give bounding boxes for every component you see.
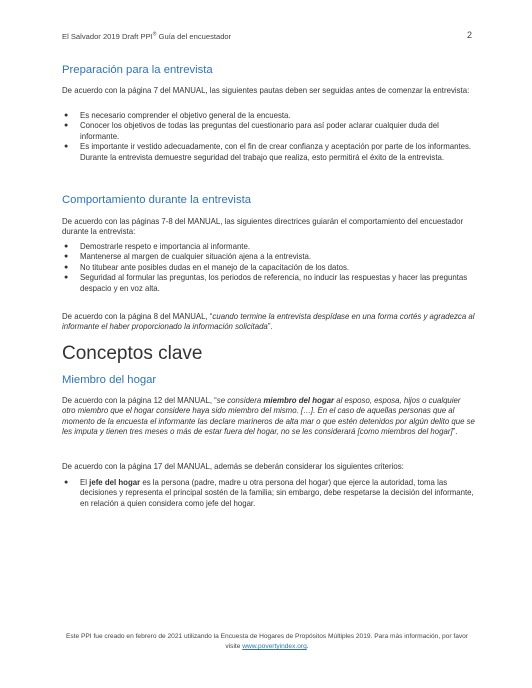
comportamiento-closing: De acuerdo con la página 8 del MANUAL, “cuando termine la entrevista despídase en una forma cortés y agradezca al informante el haber proporcionado la información solicitada”.	[62, 312, 475, 332]
page-footer: Este PPI fue creado en febrero de 2021 utilizando la Encuesta de Hogares de Propósitos Múltiples 2019. Para más información, por favor visite www.povertyindex.org.	[65, 633, 469, 650]
bullet-icon: ●	[64, 243, 69, 250]
heading-preparacion: Preparación para la entrevista	[62, 64, 213, 76]
list-item: ● No titubear ante posibles dudas en el manejo de la capacitación de los datos.	[64, 262, 350, 272]
criterios-intro: De acuerdo con la página 17 del MANUAL, además se deberán considerar los siguientes criterios:	[62, 462, 404, 471]
list-item: ● Es importante ir vestido adecuadamente, con el fin de crear confianza y aceptación por parte de los informantes. Durante la entrevista demuestre seguridad del trabajo que realiza, esto permitirá el éxito de la entrevista.	[64, 142, 472, 162]
list-item: ● El jefe del hogar es la persona (padre, madre u otra persona del hogar) que ejerce la autoridad, toma las decisiones y representa el principal sostén de la familia; sin embargo, debe respetarse la decisión del informante, en relación a quien considera como jefe del hogar.	[64, 478, 474, 508]
heading-miembro-hogar: Miembro del hogar	[62, 374, 157, 386]
header-title: El Salvador 2019 Draft PPI® Guía del encuestador	[62, 31, 232, 41]
preparacion-list	[62, 111, 476, 163]
list-item: ● Demostrarle respeto e importancia al informante.	[64, 242, 251, 251]
list-item: ● Seguridad al formular las preguntas, los periodos de referencia, no inducir las respuestas y hacer las preguntas despacio y en voz alta.	[64, 273, 468, 293]
bullet-icon: ●	[64, 112, 69, 119]
bullet-icon: ●	[64, 274, 69, 282]
list-item: ● Es necesario comprender el objetivo general de la encuesta.	[64, 111, 291, 120]
list-item: ● Mantenerse al margen de cualquier situación ajena a la entrevista.	[64, 252, 312, 262]
bullet-icon: ●	[64, 263, 69, 271]
bullet-icon: ●	[64, 253, 69, 261]
heading-conceptos-clave: Conceptos clave	[62, 343, 203, 364]
comportamiento-intro: De acuerdo con las páginas 7-8 del MANUAL, las siguientes directrices guiarán el comportamiento del encuestador durante la entrevista:	[62, 217, 464, 237]
bullet-icon: ●	[64, 122, 69, 130]
miembro-hogar-definition: De acuerdo con la página 12 del MANUAL, “se considera miembro del hogar al esposo, esposa, hijos o cualquier otro miembro que el hogar considere haya sido miembro del mismo. […]. En el caso de aquellas personas que al momento de la encuesta el informante las declare marineros de alta mar o que estén detenidos por algún delito que se les imputa y tienen tres meses o más de estar fuera del hogar, no se les considerará [como miembros del hogar]”.	[62, 396, 475, 437]
heading-comportamiento: Comportamiento durante la entrevista	[62, 194, 252, 206]
povertyindex-link[interactable]: www.povertyindex.org	[242, 643, 307, 650]
criterios-list	[62, 478, 476, 509]
list-item: ● Conocer los objetivos de todas las preguntas del cuestionario para así poder aclarar cualquier duda del informante.	[64, 121, 439, 141]
preparacion-intro: De acuerdo con la página 7 del MANUAL, las siguientes pautas deben ser seguidas antes de comenzar la entrevista:	[62, 86, 470, 95]
bullet-icon: ●	[64, 143, 69, 151]
bullet-icon: ●	[64, 479, 69, 486]
page-number: 2	[466, 30, 472, 40]
page-header	[62, 31, 472, 41]
comportamiento-list	[62, 242, 476, 294]
